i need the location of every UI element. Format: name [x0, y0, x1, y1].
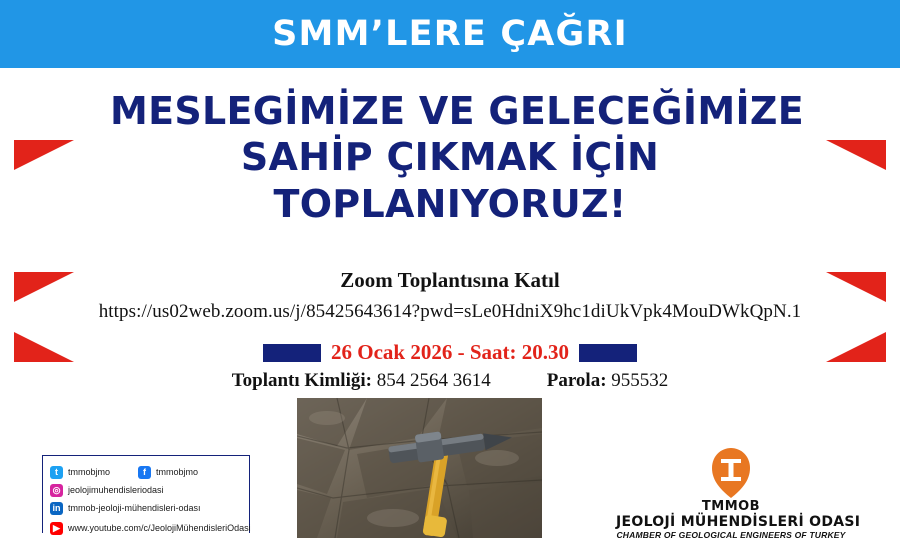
social-item-linkedin — [50, 499, 310, 517]
zoom-join-title: Zoom Toplantısına Katıl — [340, 268, 560, 292]
meeting-id-label: Toplantı Kimliği: — [231, 370, 372, 391]
headline-line-2: SAHİP ÇIKMAK İÇİN — [240, 135, 660, 180]
facebook-icon: f — [138, 466, 151, 479]
meeting-id-value: 854 2564 3614 — [376, 370, 491, 391]
date-row — [0, 340, 900, 365]
tmmob-logo-line-3: CHAMBER OF GEOLOGICAL ENGINEERS OF TURKEY — [616, 530, 846, 540]
twitter-icon: t — [50, 466, 63, 479]
headline-line-1: MESLEGİMİZE VE GELECEĞİMİZE — [110, 89, 804, 133]
facebook-handle[interactable]: tmmobjmo — [156, 467, 199, 477]
zoom-meeting-link[interactable]: https://us02web.zoom.us/j/85425643614?pwd=sLe0HdniX9hc1diUkVpk4MouDWkQpN.1 — [98, 301, 802, 322]
right-arrow-icon-1 — [826, 140, 886, 200]
youtube-url[interactable]: www.youtube.com/c/JeolojiMühendisleriOdasi — [68, 523, 251, 533]
date-block-right — [579, 344, 637, 362]
date-block-left — [263, 344, 321, 362]
social-item-youtube — [50, 520, 310, 536]
event-date-text: 26 Ocak 2026 - Saat: 20.30 — [331, 340, 569, 364]
meeting-id-group — [232, 370, 491, 392]
social-item-twitter-facebook — [50, 463, 310, 481]
meeting-password-value: 955532 — [611, 370, 669, 391]
twitter-handle[interactable]: tmmobjmo — [68, 467, 111, 477]
tmmob-logo-line-2: JEOLOJİ MÜHENDİSLERİ ODASI — [616, 514, 861, 530]
geology-hammer-photo — [297, 398, 542, 538]
tmmob-logo-line-1: TMMOB — [701, 499, 761, 514]
top-banner — [0, 0, 900, 68]
linkedin-icon: in — [50, 502, 63, 515]
meeting-password-label: Parola: — [546, 370, 607, 391]
meeting-info-row — [0, 370, 900, 392]
banner-title: SMM’LERE ÇAĞRI — [272, 14, 628, 54]
linkedin-handle[interactable]: tmmob-jeoloji-mühendisleri-odası — [68, 503, 201, 513]
instagram-handle[interactable]: jeolojimuhendisleriodasi — [68, 485, 164, 495]
instagram-icon: ◎ — [50, 484, 63, 497]
headline — [110, 88, 804, 227]
left-arrow-icon-1 — [14, 140, 74, 200]
social-media-list — [50, 463, 310, 536]
social-item-instagram — [50, 481, 310, 499]
meeting-password-group — [547, 370, 669, 392]
youtube-icon: ▶ — [50, 522, 63, 535]
headline-line-3: TOPLANIYORUZ! — [273, 181, 627, 226]
tmmob-logo-mark — [708, 448, 754, 498]
tmmob-logo — [616, 448, 861, 540]
